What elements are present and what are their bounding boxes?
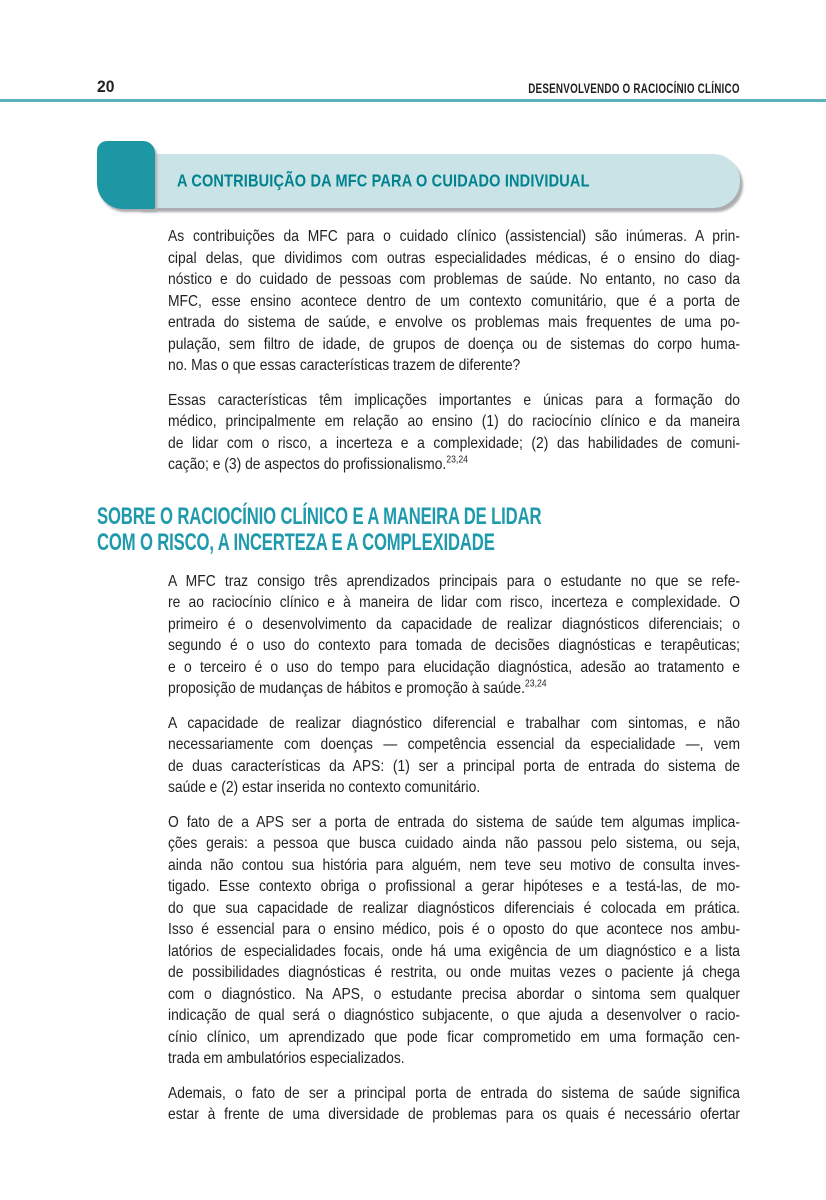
text-line: no. Mas o que essas características trazem de diferente? (168, 357, 521, 374)
text-line: A capacidade de realizar diagnóstico diferencial e trabalhar com sintomas, e não (168, 714, 741, 732)
text-line: tigado. Esse contexto obriga o profissional a gerar hipóteses e a testá-las, de mo- (168, 878, 741, 895)
text-line: ções gerais: a pessoa que busca cuidado ainda não passou pelo sistema, ou seja, (168, 835, 741, 852)
text-line: Isso é essencial para o ensino médico, pois é o oposto do que acontece nos ambu- (168, 921, 741, 938)
section-heading-line-1: SOBRE O RACIOCÍNIO CLÍNICO E A MANEIRA DE LIDAR (97, 502, 542, 530)
text-line: ainda não contou sua história para alguém, nem teve seu motivo de consulta inves- (168, 856, 741, 874)
page-number: 20 (97, 77, 115, 96)
chapter-banner (97, 141, 740, 209)
text-line: com o diagnóstico. Na APS, o estudante precisa abordar o sintoma sem qualquer (168, 985, 741, 1003)
text-line: trada em ambulatórios especializados. (168, 1050, 405, 1067)
text-line: segundo é o uso do contexto para tomada de decisões diagnósticas e terapêuticas; (168, 637, 741, 654)
text-line: entrada do sistema de saúde, e envolve os problemas mais frequentes de uma po- (168, 314, 741, 331)
text-line: estar à frente de uma diversidade de problemas para os quais é necessário ofertar (168, 1106, 741, 1123)
running-header-title: DESENVOLVENDO O RACIOCÍNIO CLÍNICO (528, 80, 740, 96)
text-line: saúde e (2) estar inserida no contexto comunitário. (168, 779, 481, 796)
paragraph (168, 226, 740, 377)
page-header-row (0, 0, 826, 99)
page-content (0, 226, 826, 1126)
text-line: MFC, esse ensino acontece dentro de um contexto comunitário, que é a porta de (168, 292, 741, 310)
page-header (0, 0, 826, 102)
text-line: primeiro é o desenvolvimento da capacidade de realizar diagnósticos diferenciais; o (168, 615, 741, 633)
text-line: cação; e (3) de aspectos do profissionalismo.$^{23,24}$ (168, 454, 468, 473)
text-line: nóstico e do cuidado de pessoas com problemas de saúde. No entanto, no caso da (168, 271, 741, 288)
paragraph (168, 812, 740, 1070)
section-paragraphs (168, 571, 740, 1126)
paragraph (168, 571, 740, 700)
text-line: Ademais, o fato de ser a principal porta de entrada do sistema de saúde significa (168, 1084, 741, 1102)
banner-tab-shape (97, 141, 155, 209)
text-line: latórios de especialidades focais, onde há uma exigência de um diagnóstico e a lista (168, 942, 741, 960)
text-line: do que sua capacidade de realizar diagnósticos diferenciais é colocada em prática. (168, 899, 741, 917)
banner-bar (135, 154, 740, 208)
section-heading-line-2: COM O RISCO, A INCERTEZA E A COMPLEXIDADE (97, 528, 495, 556)
text-line: de duas características da APS: (1) ser a principal porta de entrada do sistema de (168, 757, 741, 775)
text-line: indicação de qual será o diagnóstico subjacente, o que ajuda a desenvolver o racio- (168, 1007, 741, 1024)
text-line: cipal delas, que dividimos com outras especialidades médicas, é o ensino do diag- (168, 249, 741, 267)
text-line: As contribuições da MFC para o cuidado clínico (assistencial) são inúmeras. A prin- (168, 228, 741, 245)
text-line: e o terceiro é o uso do tempo para elucidação diagnóstica, adesão ao tratamento e (168, 658, 741, 676)
paragraph (168, 390, 740, 476)
text-line: de lidar com o risco, a incerteza e a complexidade; (2) das habilidades de comuni- (168, 434, 741, 452)
text-line: O fato de a APS ser a porta de entrada do sistema de saúde tem algumas implica- (168, 813, 741, 831)
text-line: Essas características têm implicações importantes e únicas para a formação do (168, 391, 741, 409)
text-line: necessariamente com doenças — competência essencial da especialidade —, vem (168, 736, 741, 753)
text-line: re ao raciocínio clínico e à maneira de lidar com risco, incerteza e complexidade. O (168, 594, 741, 611)
reference-superscript: 23,24 (446, 454, 468, 466)
text-line: médico, principalmente em relação ao ensino (1) do raciocínio clínico e da maneira (168, 413, 741, 430)
text-line: A MFC traz consigo três aprendizados principais para o estudante no que se refe- (168, 572, 741, 590)
reference-superscript: 23,24 (524, 678, 547, 690)
text-line: proposição de mudanças de hábitos e promoção à saúde.$^{23,24}$ (168, 678, 547, 697)
section-heading (97, 504, 593, 556)
paragraph (168, 1083, 740, 1126)
banner-title: A CONTRIBUIÇÃO DA MFC PARA O CUIDADO INDIVIDUAL (177, 170, 590, 191)
text-line: de possibilidades diagnósticas é restrita, ou onde muitas vezes o paciente já chega (168, 964, 741, 981)
text-line: pulação, sem filtro de idade, de grupos de doença ou de sistemas do corpo huma- (168, 335, 741, 353)
paragraph (168, 713, 740, 799)
intro-paragraphs (168, 226, 740, 476)
text-line: cínio clínico, um aprendizado que pode ficar comprometido em uma formação cen- (168, 1028, 741, 1046)
